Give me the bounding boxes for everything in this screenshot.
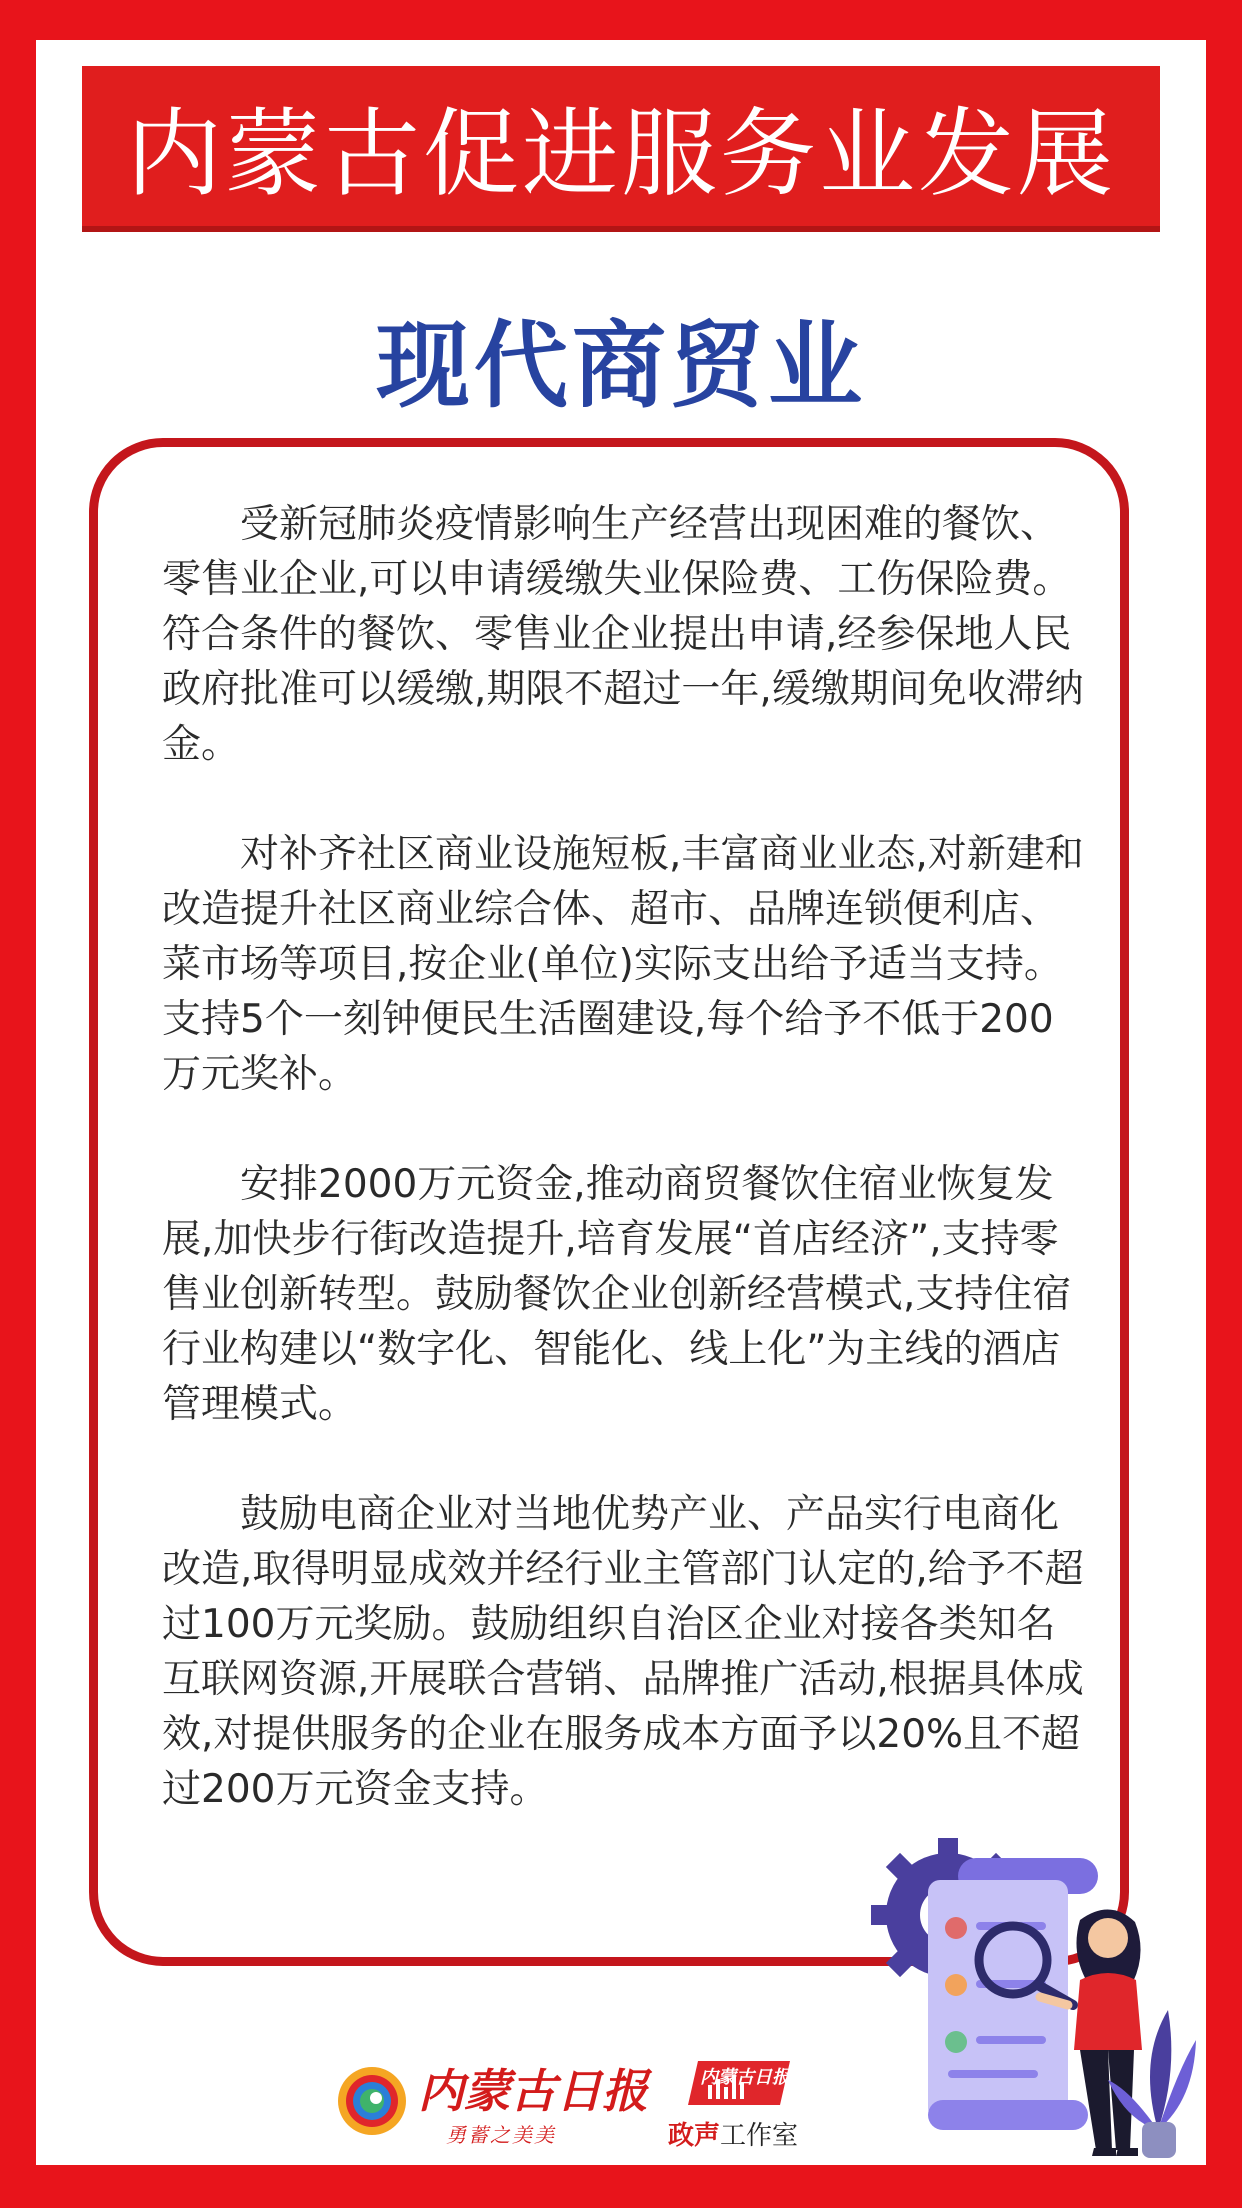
logo1-slogan: 勇蓄之美美 — [446, 2123, 556, 2147]
content-box — [89, 438, 1129, 1966]
title-banner — [82, 66, 1160, 226]
logo1-name: 内蒙古日报 — [418, 2064, 648, 2118]
logo2-name-rest: 工作室 — [720, 2121, 799, 2151]
inner-mongolia-daily-logo — [336, 2045, 648, 2155]
paragraph: 鼓励电商企业对当地优势产业、产品实行电商化改造,取得明显成效并经行业主管部门认定的,给予不超过100万元奖励。鼓励组织自治区企业对接各类知名互联网资源,开展联合营销、品牌推广活动,根据具体成效,对提供服务的企业在服务成本方面予以20%且不超过200万元资金支持。 — [162, 1492, 1084, 1812]
section-subtitle: 现代商贸业 — [375, 312, 866, 421]
paragraph: 受新冠肺炎疫情影响生产经营出现困难的餐饮、零售业企业,可以申请缓缴失业保险费、工伤保险费。符合条件的餐饮、零售业企业提出申请,经参保地人民政府批准可以缓缴,期限不超过一年,缓缴期间免收滞纳金。 — [162, 502, 1084, 767]
footer — [36, 2045, 1206, 2165]
swirl-circle-logo-icon — [336, 2065, 408, 2137]
poster — [36, 40, 1206, 2165]
logo2-name-red: 政声 — [668, 2121, 721, 2151]
logo2-name — [668, 2115, 798, 2152]
paragraph: 对补齐社区商业设施短板,丰富商业业态,对新建和改造提升社区商业综合体、超市、品牌连锁便利店、菜市场等项目,按企业(单位)实际支出给予适当支持。支持5个一刻钟便民生活圈建设,每个给予不低于200万元奖补。 — [162, 832, 1084, 1097]
page-title: 内蒙古促进服务业发展 — [126, 97, 1116, 210]
logo2-flag-text: 内蒙古日报 — [700, 2067, 790, 2088]
zhengsheng-studio-logo — [666, 2057, 816, 2157]
paragraph: 安排2000万元资金,推动商贸餐饮住宿业恢复发展,加快步行街改造提升,培育发展“首店经济”,支持零售业创新转型。鼓励餐饮企业创新经营模式,支持住宿行业构建以“数字化、智能化、线上化”为主线的酒店管理模式。 — [162, 1162, 1072, 1427]
content-text — [162, 497, 1086, 1872]
